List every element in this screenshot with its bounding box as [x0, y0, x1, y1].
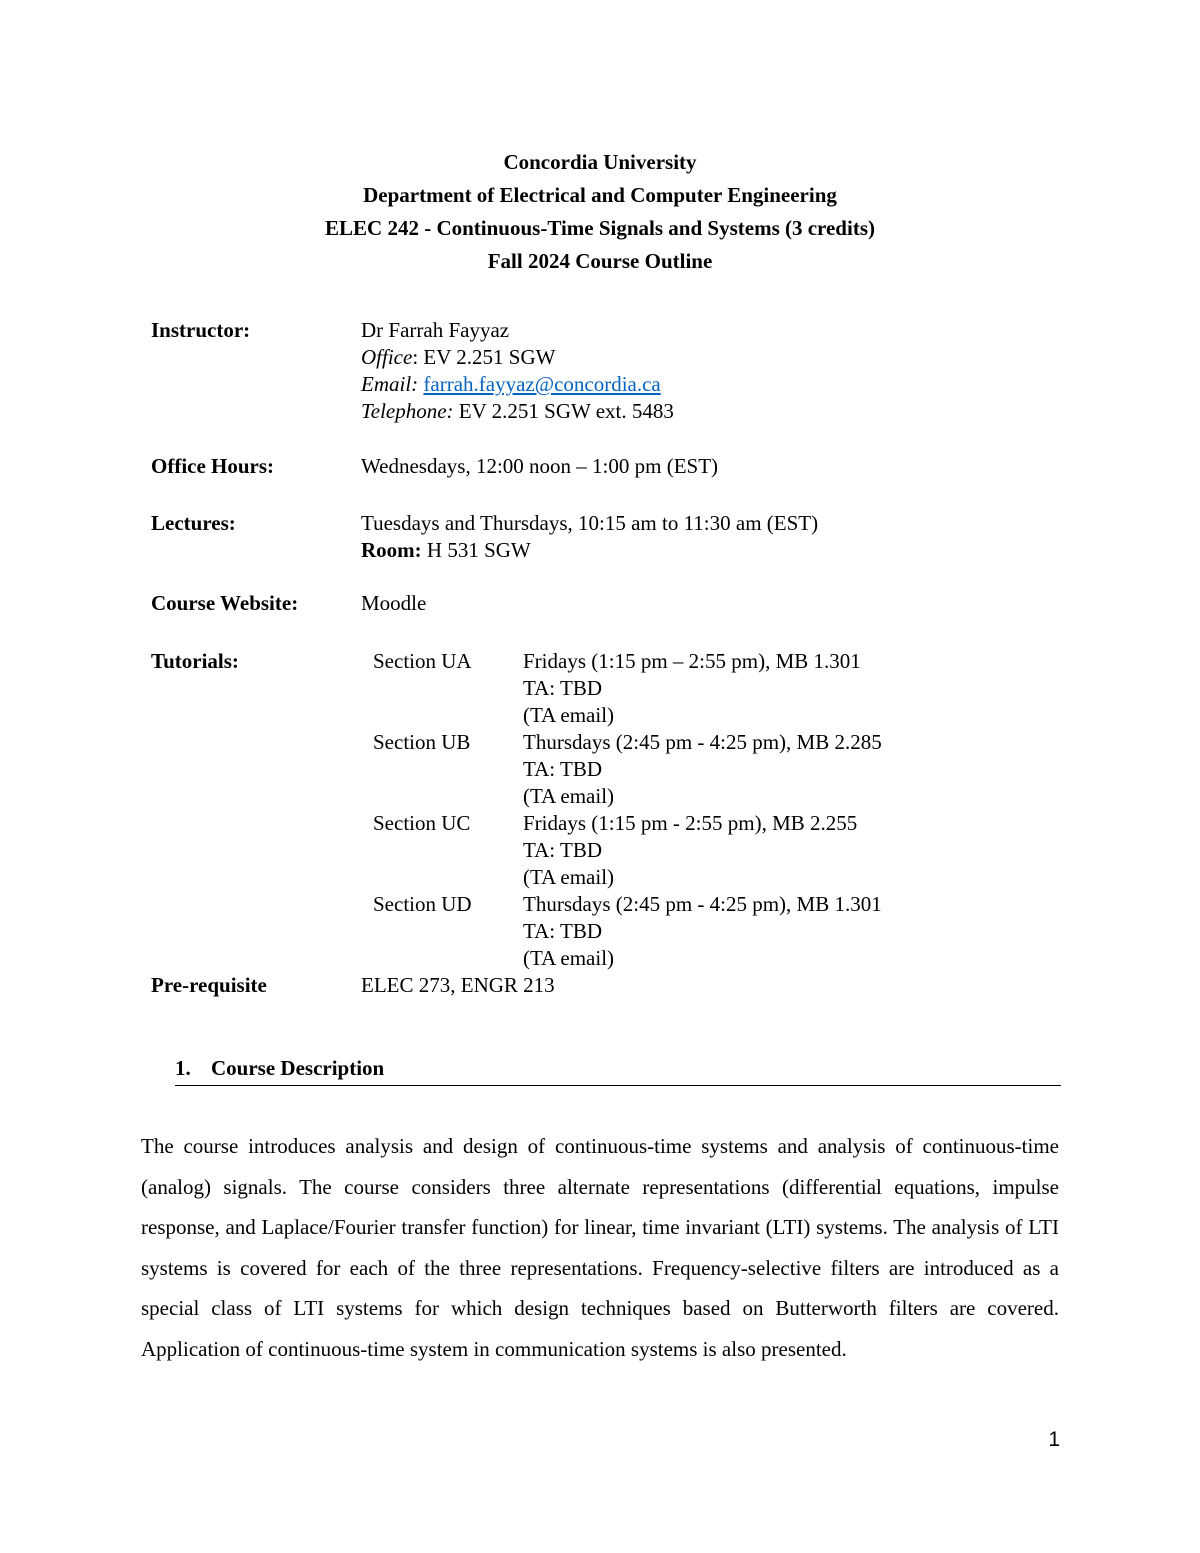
tutorial-section-details — [523, 891, 882, 972]
website-label: Course Website: — [151, 591, 299, 615]
tutorial-time: Fridays (1:15 pm – 2:55 pm), MB 1.301 — [523, 649, 861, 673]
course-title: ELEC 242 - Continuous-Time Signals and Systems (3 credits) — [325, 216, 875, 240]
office-line — [361, 344, 674, 371]
tutorial-ta-email: (TA email) — [523, 784, 615, 808]
tutorial-ta: TA: TBD — [523, 838, 603, 862]
section-title: Course Description — [211, 1056, 385, 1080]
tutorial-ta: TA: TBD — [523, 757, 603, 781]
website-value: Moodle — [361, 591, 427, 615]
tutorial-section-name: Section UB — [373, 730, 471, 754]
prerequisite-value: ELEC 273, ENGR 213 — [361, 973, 555, 997]
email-label: Email: — [361, 372, 419, 396]
instructor-label: Instructor: — [151, 318, 251, 342]
office-value: : EV 2.251 SGW — [412, 345, 556, 369]
tutorial-section-details — [523, 810, 857, 891]
tutorial-section-details — [523, 729, 882, 810]
instructor-info — [361, 317, 674, 425]
tutorial-ta-email: (TA email) — [523, 865, 615, 889]
telephone-label: Telephone: — [361, 399, 454, 423]
tutorial-time: Fridays (1:15 pm - 2:55 pm), MB 2.255 — [523, 811, 858, 835]
room-label: Room: — [361, 538, 422, 562]
university-name: Concordia University — [503, 150, 697, 174]
tutorial-section-details — [523, 648, 861, 729]
section-heading — [175, 1055, 1061, 1086]
tutorial-time: Thursdays (2:45 pm - 4:25 pm), MB 2.285 — [523, 730, 882, 754]
tutorial-section-name: Section UA — [373, 649, 472, 673]
room-value: H 531 SGW — [426, 538, 531, 562]
office-hours-label: Office Hours: — [151, 454, 275, 478]
room-line — [361, 537, 818, 564]
tutorial-section-name: Section UD — [373, 892, 472, 916]
tutorial-section-name: Section UC — [373, 811, 471, 835]
email-line — [361, 371, 674, 398]
section-number: 1. — [175, 1056, 191, 1080]
tutorial-ta-email: (TA email) — [523, 703, 615, 727]
office-label: Office — [361, 345, 413, 369]
tutorial-ta-email: (TA email) — [523, 946, 615, 970]
course-description-paragraph: The course introduces analysis and design of continuous-time systems and analysis of continuous-time (analog) signals. The course considers three alternate representations (differential equations, impulse response, and Laplace/Fourier transfer function) for linear, time invariant (LTI) systems. The analysis of LTI systems is covered for each of the three representations. Frequency-selective filters are introduced as a special class of LTI systems for which design techniques based on Butterworth filters are covered. Application of continuous-time system in communication systems is also presented. — [141, 1134, 1059, 1361]
tutorial-ta: TA: TBD — [523, 919, 603, 943]
telephone-line — [361, 398, 674, 425]
lectures-info — [361, 510, 818, 564]
department-name: Department of Electrical and Computer Engineering — [363, 183, 837, 207]
tutorial-ta: TA: TBD — [523, 676, 603, 700]
prerequisite-label: Pre-requisite — [151, 973, 267, 997]
tutorial-time: Thursdays (2:45 pm - 4:25 pm), MB 1.301 — [523, 892, 882, 916]
email-link[interactable]: farrah.fayyaz@concordia.ca — [423, 372, 661, 396]
lectures-label: Lectures: — [151, 511, 236, 535]
document-header — [0, 148, 1200, 280]
lectures-value: Tuesdays and Thursdays, 10:15 am to 11:30 am (EST) — [361, 511, 819, 535]
tutorials-label: Tutorials: — [151, 649, 239, 673]
instructor-name: Dr Farrah Fayyaz — [361, 318, 510, 342]
telephone-value: EV 2.251 SGW ext. 5483 — [458, 399, 674, 423]
term-title: Fall 2024 Course Outline — [487, 249, 713, 273]
page-number: 1 — [1048, 1428, 1060, 1451]
office-hours-value: Wednesdays, 12:00 noon – 1:00 pm (EST) — [361, 454, 719, 478]
